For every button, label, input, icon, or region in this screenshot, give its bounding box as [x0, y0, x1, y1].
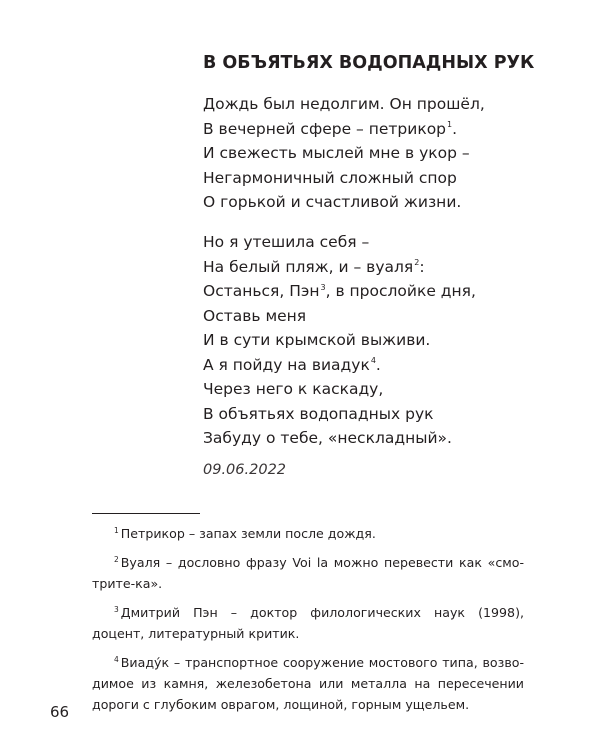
- footnote-3: $^3$ Дмитрий Пэн – доктор филологических наук (1998), доцент, литературный критик.: [92, 604, 524, 641]
- poem-line: Останься, Пэн$^3$, в прослойке дня,: [203, 282, 476, 300]
- footnote-ref: 3: [320, 282, 326, 292]
- footnotes: [92, 523, 524, 723]
- poem-line: И в сути крымской выживи.: [203, 331, 431, 349]
- poem-line: И свежесть мыслей мне в укор –: [203, 144, 470, 162]
- footnote-divider: [92, 513, 200, 514]
- poem-line: На белый пляж, и – вуаля$^2$:: [203, 257, 425, 276]
- footnote-number: 1: [114, 525, 119, 535]
- footnote-number: 4: [114, 654, 119, 664]
- footnote-ref: 1: [447, 120, 453, 130]
- poem-line: А я пойду на виадук$^4$.: [203, 355, 381, 374]
- stanza-1: [203, 92, 485, 215]
- poem-title: В ОБЪЯТЬЯХ ВОДОПАДНЫХ РУК: [203, 53, 535, 73]
- page-number: 66: [50, 703, 70, 721]
- poem-date: 09.06.2022: [203, 462, 287, 478]
- poem-line: Оставь меня: [203, 306, 307, 325]
- poem-line: Негармоничный сложный спор: [203, 168, 457, 187]
- poem-line: В вечерней сфере – петрикор$^1$.: [203, 119, 458, 138]
- poem-line: Забуду о тебе, «нескладный».: [203, 429, 452, 447]
- poem-line: Но я утешила себя –: [203, 233, 370, 251]
- footnote-number: 2: [114, 554, 119, 564]
- footnote-4: $^4$ Виаду́к – транспортное сооружение мостового типа, возводимое из камня, железобетона или металла на пересечении дороги с глубоким оврагом, лощиной, горным ущельем.: [92, 654, 524, 712]
- poem-line: Через него к каскаду,: [203, 380, 384, 398]
- footnote-2: $^2$ Вуаля – дословно фразу Voi la можно перевести как «смотрите-ка».: [92, 554, 524, 591]
- poem-line: Дождь был недолгим. Он прошёл,: [203, 95, 485, 113]
- footnote-number: 3: [114, 604, 119, 614]
- footnote-ref: 4: [370, 356, 376, 366]
- poem-line: О горькой и счастливой жизни.: [203, 193, 462, 211]
- footnote-1: $^1$ Петрикор – запах земли после дождя.: [114, 525, 376, 541]
- poem-line: В объятьях водопадных рук: [203, 404, 434, 423]
- footnote-ref: 2: [414, 258, 420, 268]
- stanza-2: [203, 230, 476, 451]
